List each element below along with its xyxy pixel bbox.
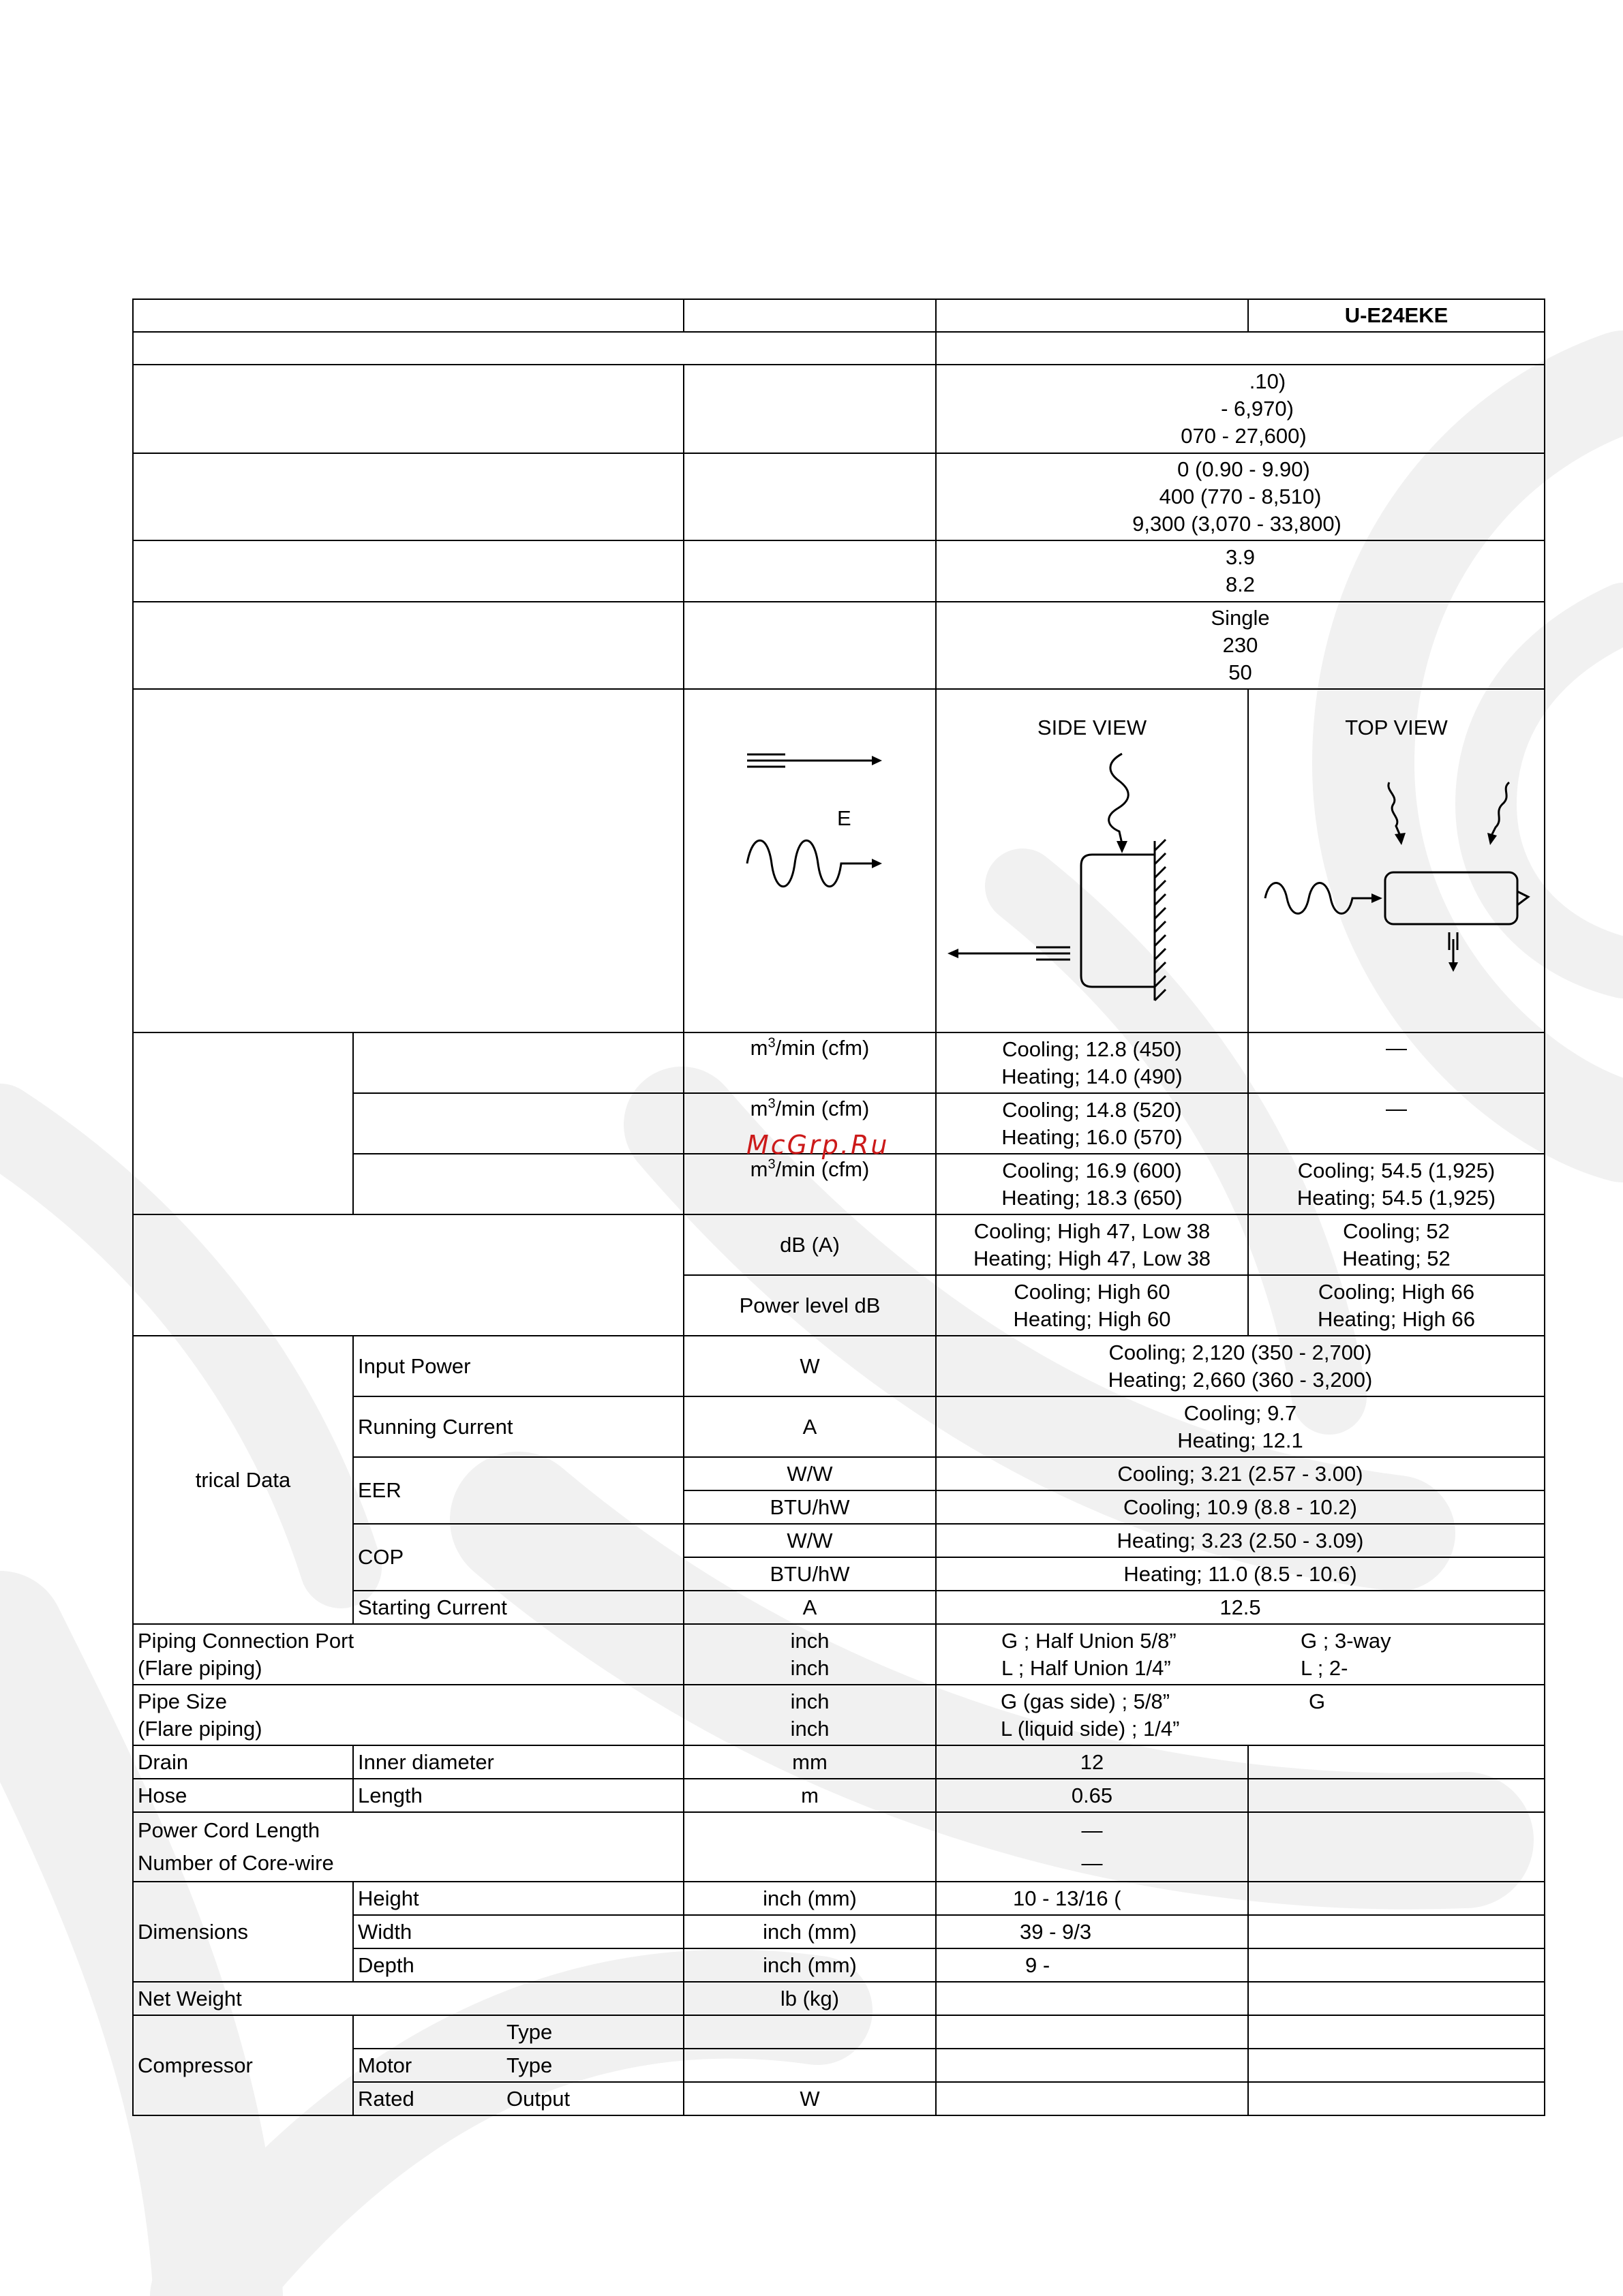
capacity-value: 0 (0.90 - 9.90) 400 (770 - 8,510) 9,300 (3,070 - 33,800)	[936, 453, 1545, 540]
drain-hose-row: Hose Length m 0.65	[133, 1779, 1545, 1812]
eer-row: BTU/hW Cooling; 10.9 (8.8 - 10.2)	[133, 1490, 1545, 1524]
compressor-row: Compressor Type	[133, 2015, 1545, 2049]
electrical-group-label: trical Data	[133, 1336, 353, 1624]
capacity-value: .10) - 6,970) 070 - 27,600)	[936, 365, 1545, 453]
heat-exchange-diagram-row	[133, 689, 1545, 1032]
top-view-label: TOP VIEW	[1345, 716, 1448, 739]
power-source-row	[133, 602, 1545, 689]
power-cord-row: Power Cord Length Number of Core-wire — —	[133, 1812, 1545, 1882]
blank-row	[133, 332, 1545, 365]
dimension-row: Width inch (mm) 39 - 9/3	[133, 1915, 1545, 1948]
side-view-diagram	[937, 741, 1246, 1028]
starting-current-row: Starting Current A 12.5	[133, 1591, 1545, 1624]
compressor-row: Rated Output W	[133, 2082, 1545, 2115]
side-view-cell	[936, 689, 1248, 1032]
airflow-row: $m^3/\min$ (cfm) Cooling; 12.8 (450) Heating; 14.0 (490) —	[133, 1032, 1545, 1093]
running-current-row: Running Current A Cooling; 9.7 Heating; 12.1	[133, 1396, 1545, 1457]
header-unit-cell	[684, 299, 936, 332]
airflow-unit: $m^3/\min$ (cfm)	[684, 1032, 936, 1093]
capacity-row	[133, 453, 1545, 540]
airflow-unit: $m^3/\min$ (cfm)	[684, 1093, 936, 1154]
current-row	[133, 540, 1545, 602]
airflow-unit: $m^3/\min$ (cfm)	[684, 1154, 936, 1214]
pipe-size-row: Pipe Size (Flare piping) inch inch G (gas side) ; 5/8” L (liquid side) ; 1/4” G	[133, 1685, 1545, 1745]
header-row	[133, 299, 1545, 332]
drain-hose-row: Drain Inner diameter mm 12	[133, 1745, 1545, 1779]
cop-row: BTU/hW Heating; 11.0 (8.5 - 10.6)	[133, 1557, 1545, 1591]
legend-letter: E	[837, 806, 851, 830]
airflow-row: $m^3/\min$ (cfm) Cooling; 14.8 (520) Heating; 16.0 (570) —	[133, 1093, 1545, 1154]
legend-diagram-cell	[684, 689, 936, 1032]
specification-table	[132, 299, 1545, 2116]
net-weight-row: Net Weight lb (kg)	[133, 1982, 1545, 2015]
model-name: U-E24EKE	[1248, 299, 1545, 332]
top-view-cell	[1248, 689, 1545, 1032]
legend-arrows-icon	[684, 690, 934, 1030]
piping-port-row: Piping Connection Port (Flare piping) inch inch G ; Half Union 5/8” L ; Half Union 1/4” G ; 3-way L ; 2-	[133, 1624, 1545, 1685]
power-source-value: Single 230 50	[936, 602, 1545, 689]
top-view-diagram	[1249, 741, 1543, 1028]
dimension-row: Dimensions Height inch (mm) 10 - 13/16 (	[133, 1882, 1545, 1915]
capacity-row	[133, 365, 1545, 453]
side-view-label: SIDE VIEW	[1037, 716, 1147, 739]
watermark-text: McGrp.Ru	[746, 1130, 890, 1160]
eer-row: EER W/W Cooling; 3.21 (2.57 - 3.00)	[133, 1457, 1545, 1490]
header-item-cell	[133, 299, 684, 332]
dimension-row: Depth inch (mm) 9 -	[133, 1948, 1545, 1982]
noise-row: Power level dB Cooling; High 60 Heating; High 60 Cooling; High 66 Heating; High 66	[133, 1275, 1545, 1336]
airflow-row: $m^3/\min$ (cfm) Cooling; 16.9 (600) Heating; 18.3 (650) Cooling; 54.5 (1,925) Heating; 54.5 (1,925)	[133, 1154, 1545, 1214]
input-power-row: trical Data Input Power W Cooling; 2,120 (350 - 2,700) Heating; 2,660 (360 - 3,200)	[133, 1336, 1545, 1396]
noise-row: dB (A) Cooling; High 47, Low 38 Heating; High 47, Low 38 Cooling; 52 Heating; 52	[133, 1214, 1545, 1275]
header-indoor-cell	[936, 299, 1248, 332]
compressor-row: Motor Type	[133, 2049, 1545, 2082]
noise-group-label	[133, 1214, 684, 1336]
cop-row: COP W/W Heating; 3.23 (2.50 - 3.09)	[133, 1524, 1545, 1557]
current-value: 3.9 8.2	[936, 540, 1545, 602]
airflow-group-label	[133, 1032, 353, 1214]
